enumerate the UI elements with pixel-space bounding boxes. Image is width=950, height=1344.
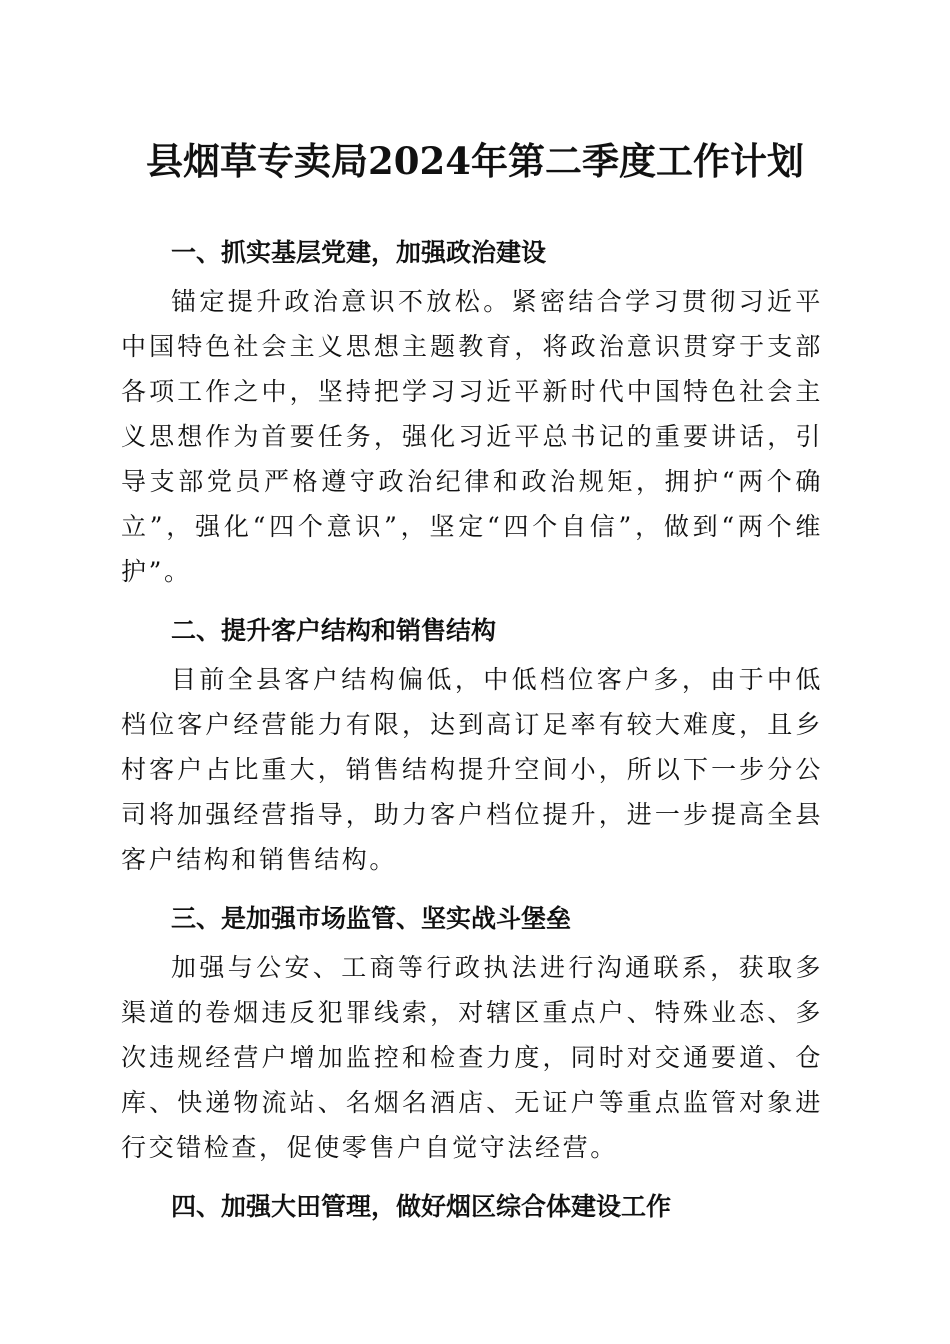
- document-title: 县烟草专卖局2024年第二季度工作计划: [146, 139, 804, 183]
- document-body: [121, 227, 823, 1233]
- section-paragraph-1: 锚定提升政治意识不放松。紧密结合学习贯彻习近平中国特色社会主义思想主题教育，将政治意识贯穿于支部各项工作之中，坚持把学习习近平新时代中国特色社会主义思想作为首要任务，强化习近平总书记的重要讲话，引导支部党员严格遵守政治纪律和政治规矩，拥护“两个确立”，强化“四个意识”，坚定“四个自信”，做到“两个维护”。: [121, 287, 823, 586]
- section-heading-2: 二、提升客户结构和销售结构: [171, 616, 497, 645]
- section-heading-1: 一、抓实基层党建，加强政治建设: [171, 238, 547, 267]
- section-heading-3: 三、是加强市场监管、坚实战斗堡垒: [171, 904, 572, 933]
- section-heading-4: 四、加强大田管理，做好烟区综合体建设工作: [171, 1192, 672, 1221]
- section-paragraph-3: 加强与公安、工商等行政执法进行沟通联系，获取多渠道的卷烟违反犯罪线索，对辖区重点户、特殊业态、多次违规经营户增加监控和检查力度，同时对交通要道、仓库、快递物流站、名烟名酒店、无证户等重点监管对象进行交错检查，促使零售户自觉守法经营。: [121, 953, 823, 1162]
- section-paragraph-2: 目前全县客户结构偏低，中低档位客户多，由于中低档位客户经营能力有限，达到高订足率有较大难度，且乡村客户占比重大，销售结构提升空间小，所以下一步分公司将加强经营指导，助力客户档位提升，进一步提高全县客户结构和销售结构。: [121, 665, 823, 874]
